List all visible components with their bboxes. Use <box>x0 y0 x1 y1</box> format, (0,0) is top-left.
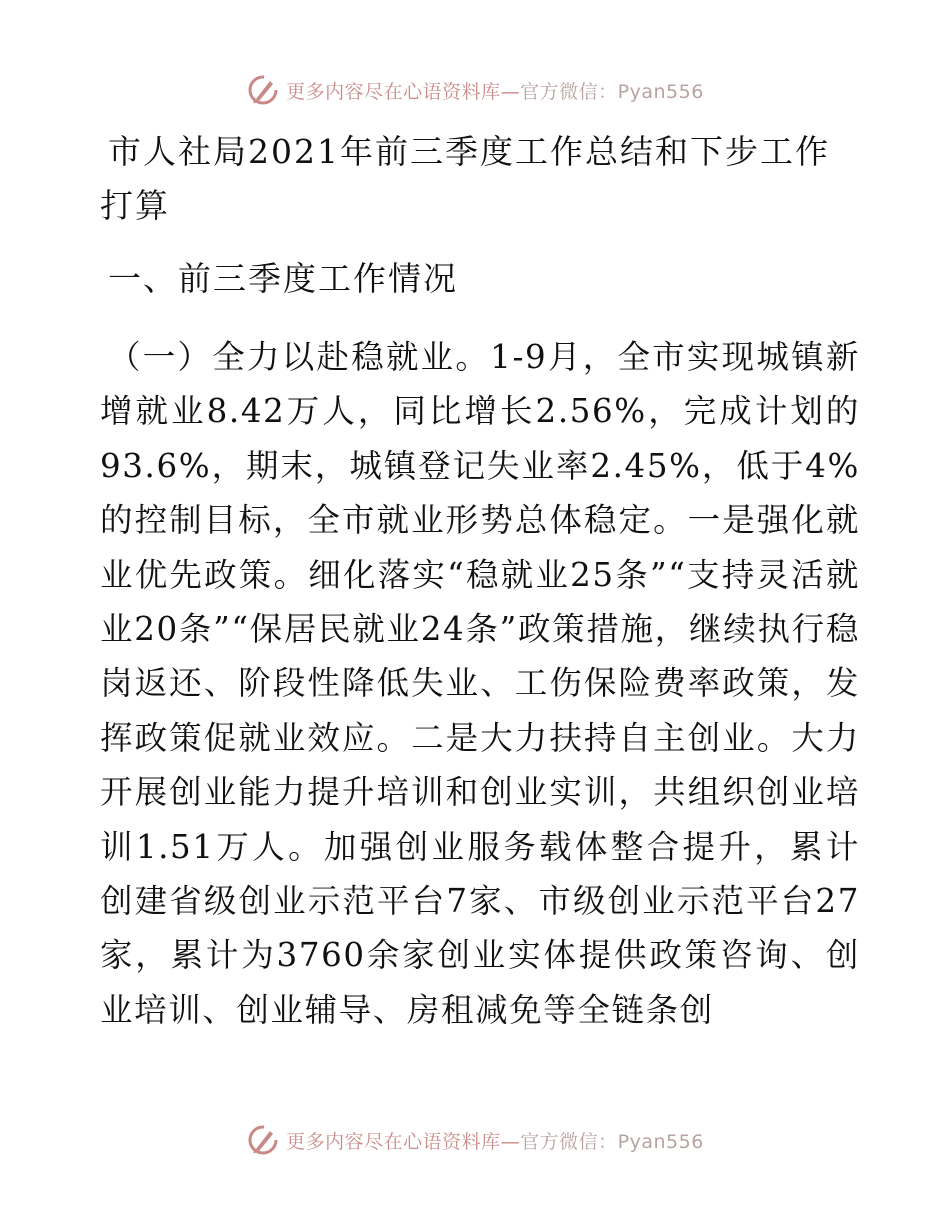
feather-pen-logo-icon <box>246 73 280 107</box>
watermark-text <box>286 77 704 104</box>
watermark-main-text: 更多内容尽在心语资料库 <box>286 80 501 103</box>
section-heading: 一、前三季度工作情况 <box>108 259 458 298</box>
document-title: 市人社局2021年前三季度工作总结和下步工作打算 <box>100 132 830 225</box>
feather-pen-logo-icon <box>246 1123 280 1157</box>
watermark-dash: — <box>500 80 521 103</box>
watermark-wechat-text: 官方微信：Pyan556 <box>520 80 704 103</box>
body-paragraph: （一）全力以赴稳就业。1-9月，全市实现城镇新增就业8.42万人，同比增长2.56%，完成计划的93.6%，期末，城镇登记失业率2.45%，低于4%的控制目标，全市就业形势总体稳定。一是强化就业优先政策。细化落实“稳就业25条”“支持灵活就业20条”“保居民就业24条”政策措施，继续执行稳岗返还、阶段性降低失业、工伤保险费率政策，发挥政策促就业效应。二是大力扶持自主创业。大力开展创业能力提升培训和创业实训，共组织创业培训1.51万人。加强创业服务载体整合提升，累计创建省级创业示范平台7家、市级创业示范平台27家，累计为3760余家创业实体提供政策咨询、创业培训、创业辅导、房租减免等全链条创 <box>100 338 860 1029</box>
watermark-wechat-text: 官方微信：Pyan556 <box>520 1130 704 1153</box>
watermark-main-text: 更多内容尽在心语资料库 <box>286 1130 501 1153</box>
watermark-text <box>286 1127 704 1154</box>
watermark-banner-top <box>0 70 950 110</box>
watermark-dash: — <box>500 1130 521 1153</box>
watermark-banner-bottom <box>0 1120 950 1160</box>
